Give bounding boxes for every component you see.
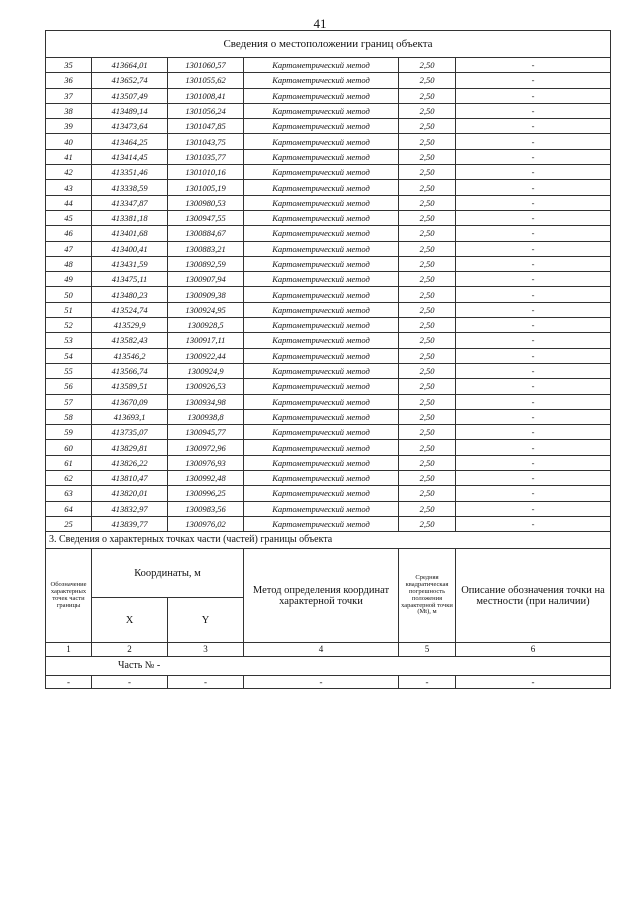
col-number: 5 (399, 643, 456, 657)
mt-cell: 2,50 (399, 58, 456, 73)
empty-cell: - (244, 676, 399, 689)
y-coordinate-cell: 1301056,24 (168, 103, 244, 118)
point-number-cell: 44 (46, 195, 92, 210)
method-cell: Картометрический метод (244, 210, 399, 225)
mt-cell: 2,50 (399, 409, 456, 424)
description-cell: - (456, 272, 611, 287)
description-cell: - (456, 180, 611, 195)
x-coordinate-cell: 413582,43 (92, 333, 168, 348)
mt-cell: 2,50 (399, 103, 456, 118)
point-number-cell: 36 (46, 73, 92, 88)
point-number-cell: 55 (46, 363, 92, 378)
mt-cell: 2,50 (399, 516, 456, 531)
table-row (46, 272, 611, 287)
x-coordinate-cell: 413589,51 (92, 379, 168, 394)
table-row (46, 73, 611, 88)
method-cell: Картометрический метод (244, 302, 399, 317)
header-method: Метод определения координат характерной точки (244, 549, 399, 643)
section3-title: 3. Сведения о характерных точках части (частей) границы объекта (46, 532, 611, 549)
y-coordinate-cell: 1301010,16 (168, 165, 244, 180)
table-row (46, 287, 611, 302)
description-cell: - (456, 425, 611, 440)
table-row (46, 103, 611, 118)
table-row (46, 440, 611, 455)
boundary-table (45, 30, 611, 689)
description-cell: - (456, 394, 611, 409)
point-number-cell: 57 (46, 394, 92, 409)
mt-cell: 2,50 (399, 394, 456, 409)
description-cell: - (456, 241, 611, 256)
method-cell: Картометрический метод (244, 88, 399, 103)
method-cell: Картометрический метод (244, 272, 399, 287)
x-coordinate-cell: 413347,87 (92, 195, 168, 210)
mt-cell: 2,50 (399, 88, 456, 103)
empty-cell: - (46, 676, 92, 689)
description-cell: - (456, 88, 611, 103)
point-number-cell: 53 (46, 333, 92, 348)
method-cell: Картометрический метод (244, 348, 399, 363)
y-coordinate-cell: 1301047,85 (168, 119, 244, 134)
table-row (46, 226, 611, 241)
table-row (46, 486, 611, 501)
table-row (46, 516, 611, 531)
table-row (46, 318, 611, 333)
mt-cell: 2,50 (399, 287, 456, 302)
method-cell: Картометрический метод (244, 103, 399, 118)
y-coordinate-cell: 1300980,53 (168, 195, 244, 210)
point-number-cell: 37 (46, 88, 92, 103)
y-coordinate-cell: 1300909,38 (168, 287, 244, 302)
point-number-cell: 51 (46, 302, 92, 317)
col-number: 2 (92, 643, 168, 657)
mt-cell: 2,50 (399, 256, 456, 271)
method-cell: Картометрический метод (244, 501, 399, 516)
method-cell: Картометрический метод (244, 363, 399, 378)
mt-cell: 2,50 (399, 471, 456, 486)
mt-cell: 2,50 (399, 302, 456, 317)
mt-cell: 2,50 (399, 440, 456, 455)
mt-cell: 2,50 (399, 149, 456, 164)
y-coordinate-cell: 1300883,21 (168, 241, 244, 256)
point-number-cell: 45 (46, 210, 92, 225)
mt-cell: 2,50 (399, 195, 456, 210)
x-coordinate-cell: 413832,97 (92, 501, 168, 516)
point-number-cell: 41 (46, 149, 92, 164)
point-number-cell: 61 (46, 455, 92, 470)
point-number-cell: 49 (46, 272, 92, 287)
y-coordinate-cell: 1300996,25 (168, 486, 244, 501)
point-number-cell: 47 (46, 241, 92, 256)
col-number: 4 (244, 643, 399, 657)
table-row (46, 394, 611, 409)
method-cell: Картометрический метод (244, 333, 399, 348)
description-cell: - (456, 287, 611, 302)
table-row (46, 165, 611, 180)
table-row (46, 58, 611, 73)
table-row (46, 241, 611, 256)
x-coordinate-cell: 413566,74 (92, 363, 168, 378)
description-cell: - (456, 195, 611, 210)
y-coordinate-cell: 1301043,75 (168, 134, 244, 149)
header-x: X (92, 598, 168, 643)
description-cell: - (456, 318, 611, 333)
description-cell: - (456, 440, 611, 455)
description-cell: - (456, 486, 611, 501)
page-number: 41 (313, 16, 327, 31)
method-cell: Картометрический метод (244, 425, 399, 440)
method-cell: Картометрический метод (244, 455, 399, 470)
mt-cell: 2,50 (399, 363, 456, 378)
y-coordinate-cell: 1301035,77 (168, 149, 244, 164)
y-coordinate-cell: 1300947,55 (168, 210, 244, 225)
mt-cell: 2,50 (399, 318, 456, 333)
x-coordinate-cell: 413546,2 (92, 348, 168, 363)
y-coordinate-cell: 1300884,67 (168, 226, 244, 241)
description-cell: - (456, 516, 611, 531)
point-number-cell: 38 (46, 103, 92, 118)
x-coordinate-cell: 413473,64 (92, 119, 168, 134)
mt-cell: 2,50 (399, 379, 456, 394)
mt-cell: 2,50 (399, 501, 456, 516)
description-cell: - (456, 149, 611, 164)
y-coordinate-cell: 1301055,62 (168, 73, 244, 88)
x-coordinate-cell: 413826,22 (92, 455, 168, 470)
x-coordinate-cell: 413652,74 (92, 73, 168, 88)
x-coordinate-cell: 413381,18 (92, 210, 168, 225)
table-row (46, 210, 611, 225)
x-coordinate-cell: 413401,68 (92, 226, 168, 241)
point-number-cell: 54 (46, 348, 92, 363)
x-coordinate-cell: 413839,77 (92, 516, 168, 531)
table-row (46, 302, 611, 317)
point-number-cell: 43 (46, 180, 92, 195)
description-cell: - (456, 333, 611, 348)
point-number-cell: 25 (46, 516, 92, 531)
y-coordinate-cell: 1300976,02 (168, 516, 244, 531)
y-coordinate-cell: 1301005,19 (168, 180, 244, 195)
mt-cell: 2,50 (399, 134, 456, 149)
header-coordinates: Координаты, м (92, 549, 244, 598)
y-coordinate-cell: 1300945,77 (168, 425, 244, 440)
point-number-cell: 48 (46, 256, 92, 271)
mt-cell: 2,50 (399, 226, 456, 241)
x-coordinate-cell: 413670,09 (92, 394, 168, 409)
mt-cell: 2,50 (399, 241, 456, 256)
x-coordinate-cell: 413829,81 (92, 440, 168, 455)
point-number-cell: 42 (46, 165, 92, 180)
x-coordinate-cell: 413351,46 (92, 165, 168, 180)
method-cell: Картометрический метод (244, 379, 399, 394)
description-cell: - (456, 226, 611, 241)
description-cell: - (456, 256, 611, 271)
header-y: Y (168, 598, 244, 643)
empty-cell: - (168, 676, 244, 689)
col-number: 6 (456, 643, 611, 657)
mt-cell: 2,50 (399, 210, 456, 225)
y-coordinate-cell: 1300917,11 (168, 333, 244, 348)
y-coordinate-cell: 1300892,59 (168, 256, 244, 271)
point-number-cell: 62 (46, 471, 92, 486)
point-number-cell: 35 (46, 58, 92, 73)
x-coordinate-cell: 413693,1 (92, 409, 168, 424)
point-number-cell: 40 (46, 134, 92, 149)
y-coordinate-cell: 1300992,48 (168, 471, 244, 486)
y-coordinate-cell: 1300907,94 (168, 272, 244, 287)
description-cell: - (456, 210, 611, 225)
table-row (46, 471, 611, 486)
y-coordinate-cell: 1300924,95 (168, 302, 244, 317)
x-coordinate-cell: 413735,07 (92, 425, 168, 440)
table-row (46, 379, 611, 394)
y-coordinate-cell: 1300934,98 (168, 394, 244, 409)
table-row (46, 333, 611, 348)
x-coordinate-cell: 413400,41 (92, 241, 168, 256)
description-cell: - (456, 119, 611, 134)
x-coordinate-cell: 413529,9 (92, 318, 168, 333)
mt-cell: 2,50 (399, 180, 456, 195)
y-coordinate-cell: 1300976,93 (168, 455, 244, 470)
empty-cell: - (399, 676, 456, 689)
method-cell: Картометрический метод (244, 516, 399, 531)
mt-cell: 2,50 (399, 455, 456, 470)
method-cell: Картометрический метод (244, 318, 399, 333)
y-coordinate-cell: 1300983,56 (168, 501, 244, 516)
point-number-cell: 52 (46, 318, 92, 333)
header-mt: Средняя квадратическая погрешность положения характерной точки (Mt), м (399, 549, 456, 643)
mt-cell: 2,50 (399, 486, 456, 501)
method-cell: Картометрический метод (244, 149, 399, 164)
description-cell: - (456, 58, 611, 73)
empty-cell: - (456, 676, 611, 689)
mt-cell: 2,50 (399, 425, 456, 440)
section-title: Сведения о местоположении границ объекта (46, 31, 611, 58)
table-row (46, 363, 611, 378)
table-row (46, 149, 611, 164)
method-cell: Картометрический метод (244, 241, 399, 256)
table-row (46, 88, 611, 103)
table-row (46, 425, 611, 440)
point-number-cell: 59 (46, 425, 92, 440)
y-coordinate-cell: 1300926,53 (168, 379, 244, 394)
y-coordinate-cell: 1300924,9 (168, 363, 244, 378)
description-cell: - (456, 302, 611, 317)
method-cell: Картометрический метод (244, 486, 399, 501)
point-number-cell: 46 (46, 226, 92, 241)
empty-cell: - (92, 676, 168, 689)
x-coordinate-cell: 413810,47 (92, 471, 168, 486)
y-coordinate-cell: 1300938,8 (168, 409, 244, 424)
point-number-cell: 56 (46, 379, 92, 394)
method-cell: Картометрический метод (244, 394, 399, 409)
header-point-designation: Обозначение характерных точек части границы (46, 549, 92, 643)
table-row (46, 134, 611, 149)
y-coordinate-cell: 1301060,57 (168, 58, 244, 73)
description-cell: - (456, 501, 611, 516)
description-cell: - (456, 165, 611, 180)
table-row (46, 409, 611, 424)
header-description: Описание обозначения точки на местности (при наличии) (456, 549, 611, 643)
method-cell: Картометрический метод (244, 165, 399, 180)
description-cell: - (456, 471, 611, 486)
method-cell: Картометрический метод (244, 256, 399, 271)
method-cell: Картометрический метод (244, 58, 399, 73)
col-number: 3 (168, 643, 244, 657)
description-cell: - (456, 103, 611, 118)
point-number-cell: 58 (46, 409, 92, 424)
table-row (46, 195, 611, 210)
method-cell: Картометрический метод (244, 226, 399, 241)
mt-cell: 2,50 (399, 165, 456, 180)
description-cell: - (456, 73, 611, 88)
x-coordinate-cell: 413820,01 (92, 486, 168, 501)
method-cell: Картометрический метод (244, 195, 399, 210)
mt-cell: 2,50 (399, 73, 456, 88)
x-coordinate-cell: 413480,23 (92, 287, 168, 302)
method-cell: Картометрический метод (244, 119, 399, 134)
description-cell: - (456, 134, 611, 149)
method-cell: Картометрический метод (244, 409, 399, 424)
table-row (46, 348, 611, 363)
method-cell: Картометрический метод (244, 73, 399, 88)
y-coordinate-cell: 1300922,44 (168, 348, 244, 363)
description-cell: - (456, 455, 611, 470)
mt-cell: 2,50 (399, 333, 456, 348)
x-coordinate-cell: 413414,45 (92, 149, 168, 164)
table-row (46, 119, 611, 134)
boundary-document (45, 30, 610, 689)
x-coordinate-cell: 413524,74 (92, 302, 168, 317)
point-number-cell: 60 (46, 440, 92, 455)
table-row (46, 501, 611, 516)
x-coordinate-cell: 413464,25 (92, 134, 168, 149)
mt-cell: 2,50 (399, 348, 456, 363)
x-coordinate-cell: 413489,14 (92, 103, 168, 118)
mt-cell: 2,50 (399, 272, 456, 287)
y-coordinate-cell: 1301008,41 (168, 88, 244, 103)
point-number-cell: 50 (46, 287, 92, 302)
table-row (46, 256, 611, 271)
description-cell: - (456, 348, 611, 363)
description-cell: - (456, 363, 611, 378)
x-coordinate-cell: 413431,59 (92, 256, 168, 271)
mt-cell: 2,50 (399, 119, 456, 134)
table-row (46, 455, 611, 470)
y-coordinate-cell: 1300928,5 (168, 318, 244, 333)
method-cell: Картометрический метод (244, 134, 399, 149)
table-row (46, 180, 611, 195)
x-coordinate-cell: 413664,01 (92, 58, 168, 73)
x-coordinate-cell: 413475,11 (92, 272, 168, 287)
point-number-cell: 39 (46, 119, 92, 134)
method-cell: Картометрический метод (244, 287, 399, 302)
description-cell: - (456, 379, 611, 394)
col-number: 1 (46, 643, 92, 657)
description-cell: - (456, 409, 611, 424)
point-number-cell: 64 (46, 501, 92, 516)
y-coordinate-cell: 1300972,96 (168, 440, 244, 455)
method-cell: Картометрический метод (244, 180, 399, 195)
method-cell: Картометрический метод (244, 440, 399, 455)
part-label: Часть № - (46, 657, 611, 676)
x-coordinate-cell: 413338,59 (92, 180, 168, 195)
method-cell: Картометрический метод (244, 471, 399, 486)
point-number-cell: 63 (46, 486, 92, 501)
x-coordinate-cell: 413507,49 (92, 88, 168, 103)
